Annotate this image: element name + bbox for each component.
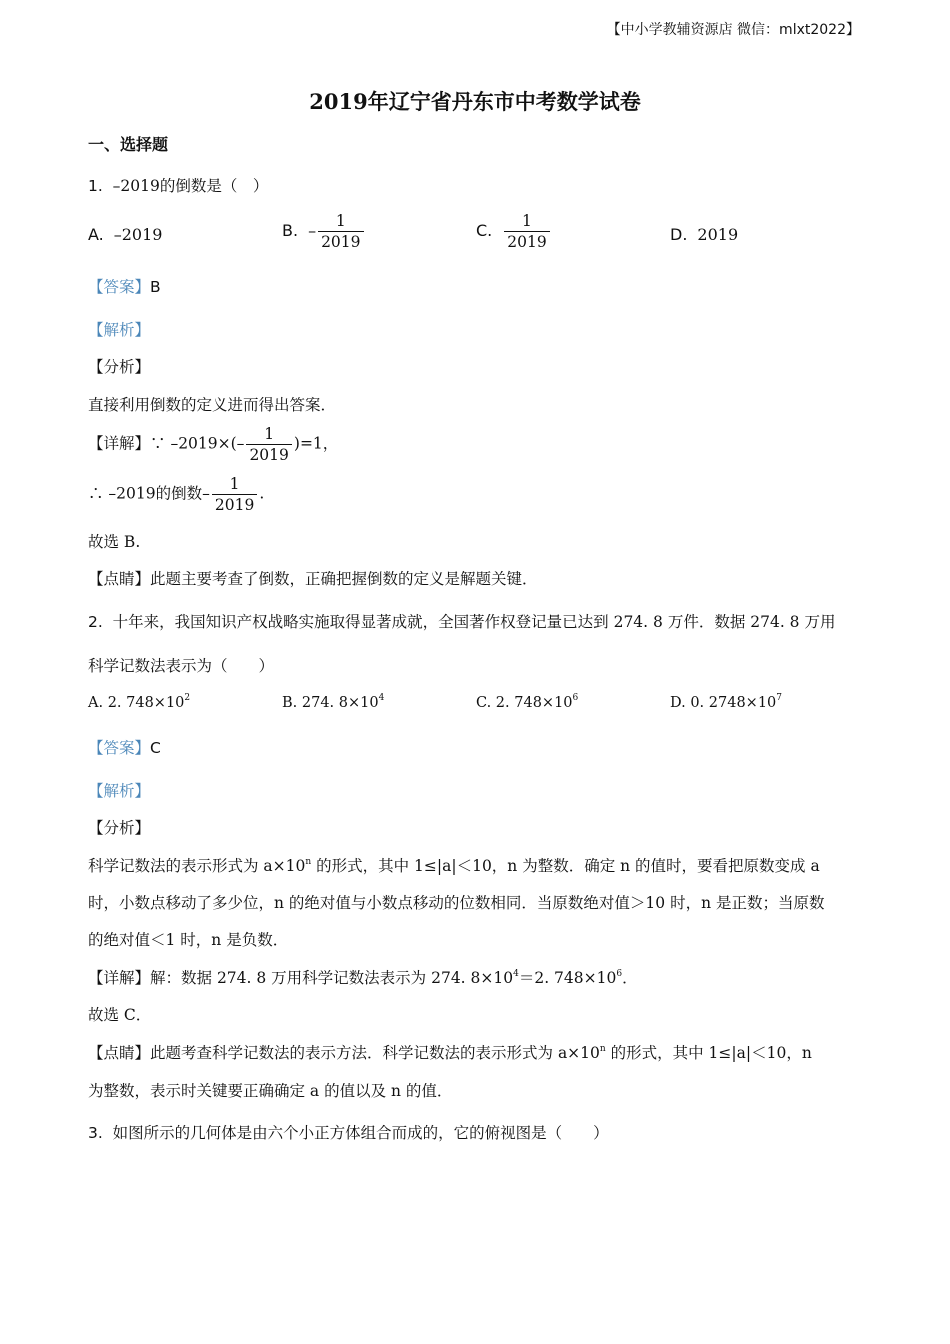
q1-option-b-sign: – [308, 221, 317, 240]
q2-detail-exponent-1: 4 [513, 969, 519, 979]
q2-detail-part-a: 解：数据 274. 8 万用科学记数法表示为 274. 8×10 [150, 969, 514, 987]
q1-option-b-denominator: 2019 [318, 231, 363, 252]
q1-stem-text: –2019的倒数是（ ） [112, 177, 269, 195]
q2-dianjing-exponent: n [599, 1044, 606, 1054]
q2-option-c-text: C. 2. 748×10 [476, 695, 573, 711]
q2-option-d-exponent: 7 [776, 693, 783, 703]
q2-choose: 故选 C． [88, 1006, 152, 1024]
q2-detail-tag: 【详解】 [88, 969, 151, 987]
q2-detail-exponent-2: 6 [616, 969, 623, 979]
q1-detail-fraction [246, 424, 291, 465]
q1-conclusion-fraction [212, 474, 257, 515]
q1-option-a-label: A. [88, 225, 104, 244]
q1-option-c-fraction [504, 211, 549, 252]
q1-answer-tag: 【答案】 [88, 278, 151, 296]
q2-fenxi-line2: 时，小数点移动了多少位，n 的绝对值与小数点移动的位数相同．当原数绝对值＞10 时，n 是正数；当原数 [88, 894, 825, 912]
q3-stem [88, 1121, 609, 1143]
q1-conclusion-denominator: 2019 [212, 494, 257, 515]
q2-detail-part-b: ＝2. 748×10 [518, 969, 617, 987]
q2-answer [88, 736, 161, 758]
section-heading: 一、选择题 [88, 135, 169, 154]
q2-dianjing-tag: 【点睛】 [88, 1044, 151, 1062]
q2-stem-text-1: 十年来，我国知识产权战略实施取得显著成就，全国著作权登记量已达到 274. 8 万件．数据 274. 8 万用 [112, 613, 836, 631]
q2-detail [88, 966, 638, 988]
q2-analysis-tag: 【解析】 [88, 782, 151, 800]
q1-fenxi-text: 直接利用倒数的定义进而得出答案． [88, 396, 337, 414]
q2-stem-line2: 科学记数法表示为（ ） [88, 657, 275, 675]
q2-fenxi-line1-b: 的形式，其中 1≤|a|＜10，n 为整数．确定 n 的值时，要看把原数变成 a [311, 857, 820, 875]
q2-dianjing-line1-b: 的形式，其中 1≤|a|＜10，n [605, 1044, 812, 1062]
q2-option-d-text: D. 0. 2748×10 [670, 695, 777, 711]
q1-answer-value: B [150, 278, 161, 296]
page-title: 2019年辽宁省丹东市中考数学试卷 [309, 89, 641, 114]
q1-detail [88, 424, 338, 465]
q1-option-d-value: 2019 [697, 225, 739, 244]
q1-option-c-numerator: 1 [522, 212, 532, 230]
q1-option-a-value: –2019 [113, 225, 163, 244]
q2-dianjing-line2: 为整数，表示时关键要正确确定 a 的值以及 n 的值． [88, 1082, 453, 1100]
q2-detail-part-c: ． [622, 969, 638, 987]
q2-option-b[interactable] [282, 693, 384, 711]
q1-option-c-label: C. [476, 221, 493, 240]
q1-conclusion [88, 474, 264, 515]
q2-answer-value: C [150, 739, 161, 757]
q1-option-d-label: D. [670, 225, 688, 244]
q1-detail-tag: 【详解】 [88, 434, 151, 453]
q1-option-c-denominator: 2019 [504, 231, 549, 252]
q2-option-b-text: B. 274. 8×10 [282, 695, 379, 711]
q1-dianjing [88, 567, 538, 589]
q1-number: 1. [88, 177, 103, 195]
q2-fenxi-line3: 的绝对值＜1 时，n 是负数． [88, 931, 289, 949]
q3-stem-text: 如图所示的几何体是由六个小正方体组合而成的，它的俯视图是（ ） [112, 1124, 609, 1142]
q1-option-b-numerator: 1 [335, 212, 346, 230]
q1-option-d[interactable] [670, 225, 738, 244]
q2-option-b-exponent: 4 [378, 693, 385, 703]
q2-stem-line1 [88, 610, 835, 632]
q1-stem [88, 174, 268, 196]
q1-detail-denominator: 2019 [246, 444, 291, 465]
q1-choose: 故选 B. [88, 533, 141, 551]
q1-conclusion-numerator: 1 [229, 475, 240, 493]
q2-option-a-text: A. 2. 748×10 [88, 695, 185, 711]
q2-fenxi-exponent: n [305, 857, 312, 867]
q1-detail-numerator: 1 [264, 425, 275, 443]
q2-fenxi-tag: 【分析】 [88, 819, 151, 837]
q1-dianjing-text: 此题主要考查了倒数，正确把握倒数的定义是解题关键． [150, 570, 538, 588]
q2-option-d[interactable] [670, 693, 782, 711]
q1-fenxi-tag: 【分析】 [88, 358, 151, 376]
q2-option-c-exponent: 6 [572, 693, 579, 703]
q1-conclusion-part-b: . [259, 484, 265, 503]
q2-answer-tag: 【答案】 [88, 739, 151, 757]
q2-number: 2. [88, 613, 103, 631]
q1-detail-part-a: ∵ –2019×(– [150, 434, 245, 453]
q1-dianjing-tag: 【点睛】 [88, 570, 151, 588]
q2-dianjing-line1-a: 此题考查科学记数法的表示方法．科学记数法的表示形式为 a×10 [150, 1044, 600, 1062]
page-header: 【中小学教辅资源店 微信：mlxt2022】 [606, 22, 860, 38]
q1-option-b-label: B. [282, 221, 299, 240]
q2-dianjing-line1 [88, 1041, 812, 1063]
q1-option-b[interactable] [282, 211, 366, 252]
q1-answer [88, 275, 161, 297]
q1-detail-part-b: )=1， [293, 434, 339, 453]
q2-option-c[interactable] [476, 693, 578, 711]
q2-option-a-exponent: 2 [184, 693, 191, 703]
q2-fenxi-line1 [88, 854, 820, 876]
q3-number: 3. [88, 1124, 103, 1142]
q1-option-b-fraction [318, 211, 363, 252]
q2-option-a[interactable] [88, 693, 190, 711]
q1-option-a[interactable] [88, 225, 162, 244]
q1-analysis-tag: 【解析】 [88, 321, 151, 339]
q1-option-c[interactable] [476, 211, 552, 252]
q2-fenxi-line1-a: 科学记数法的表示形式为 a×10 [88, 857, 306, 875]
q1-conclusion-part-a: ∴ –2019的倒数– [88, 484, 210, 503]
